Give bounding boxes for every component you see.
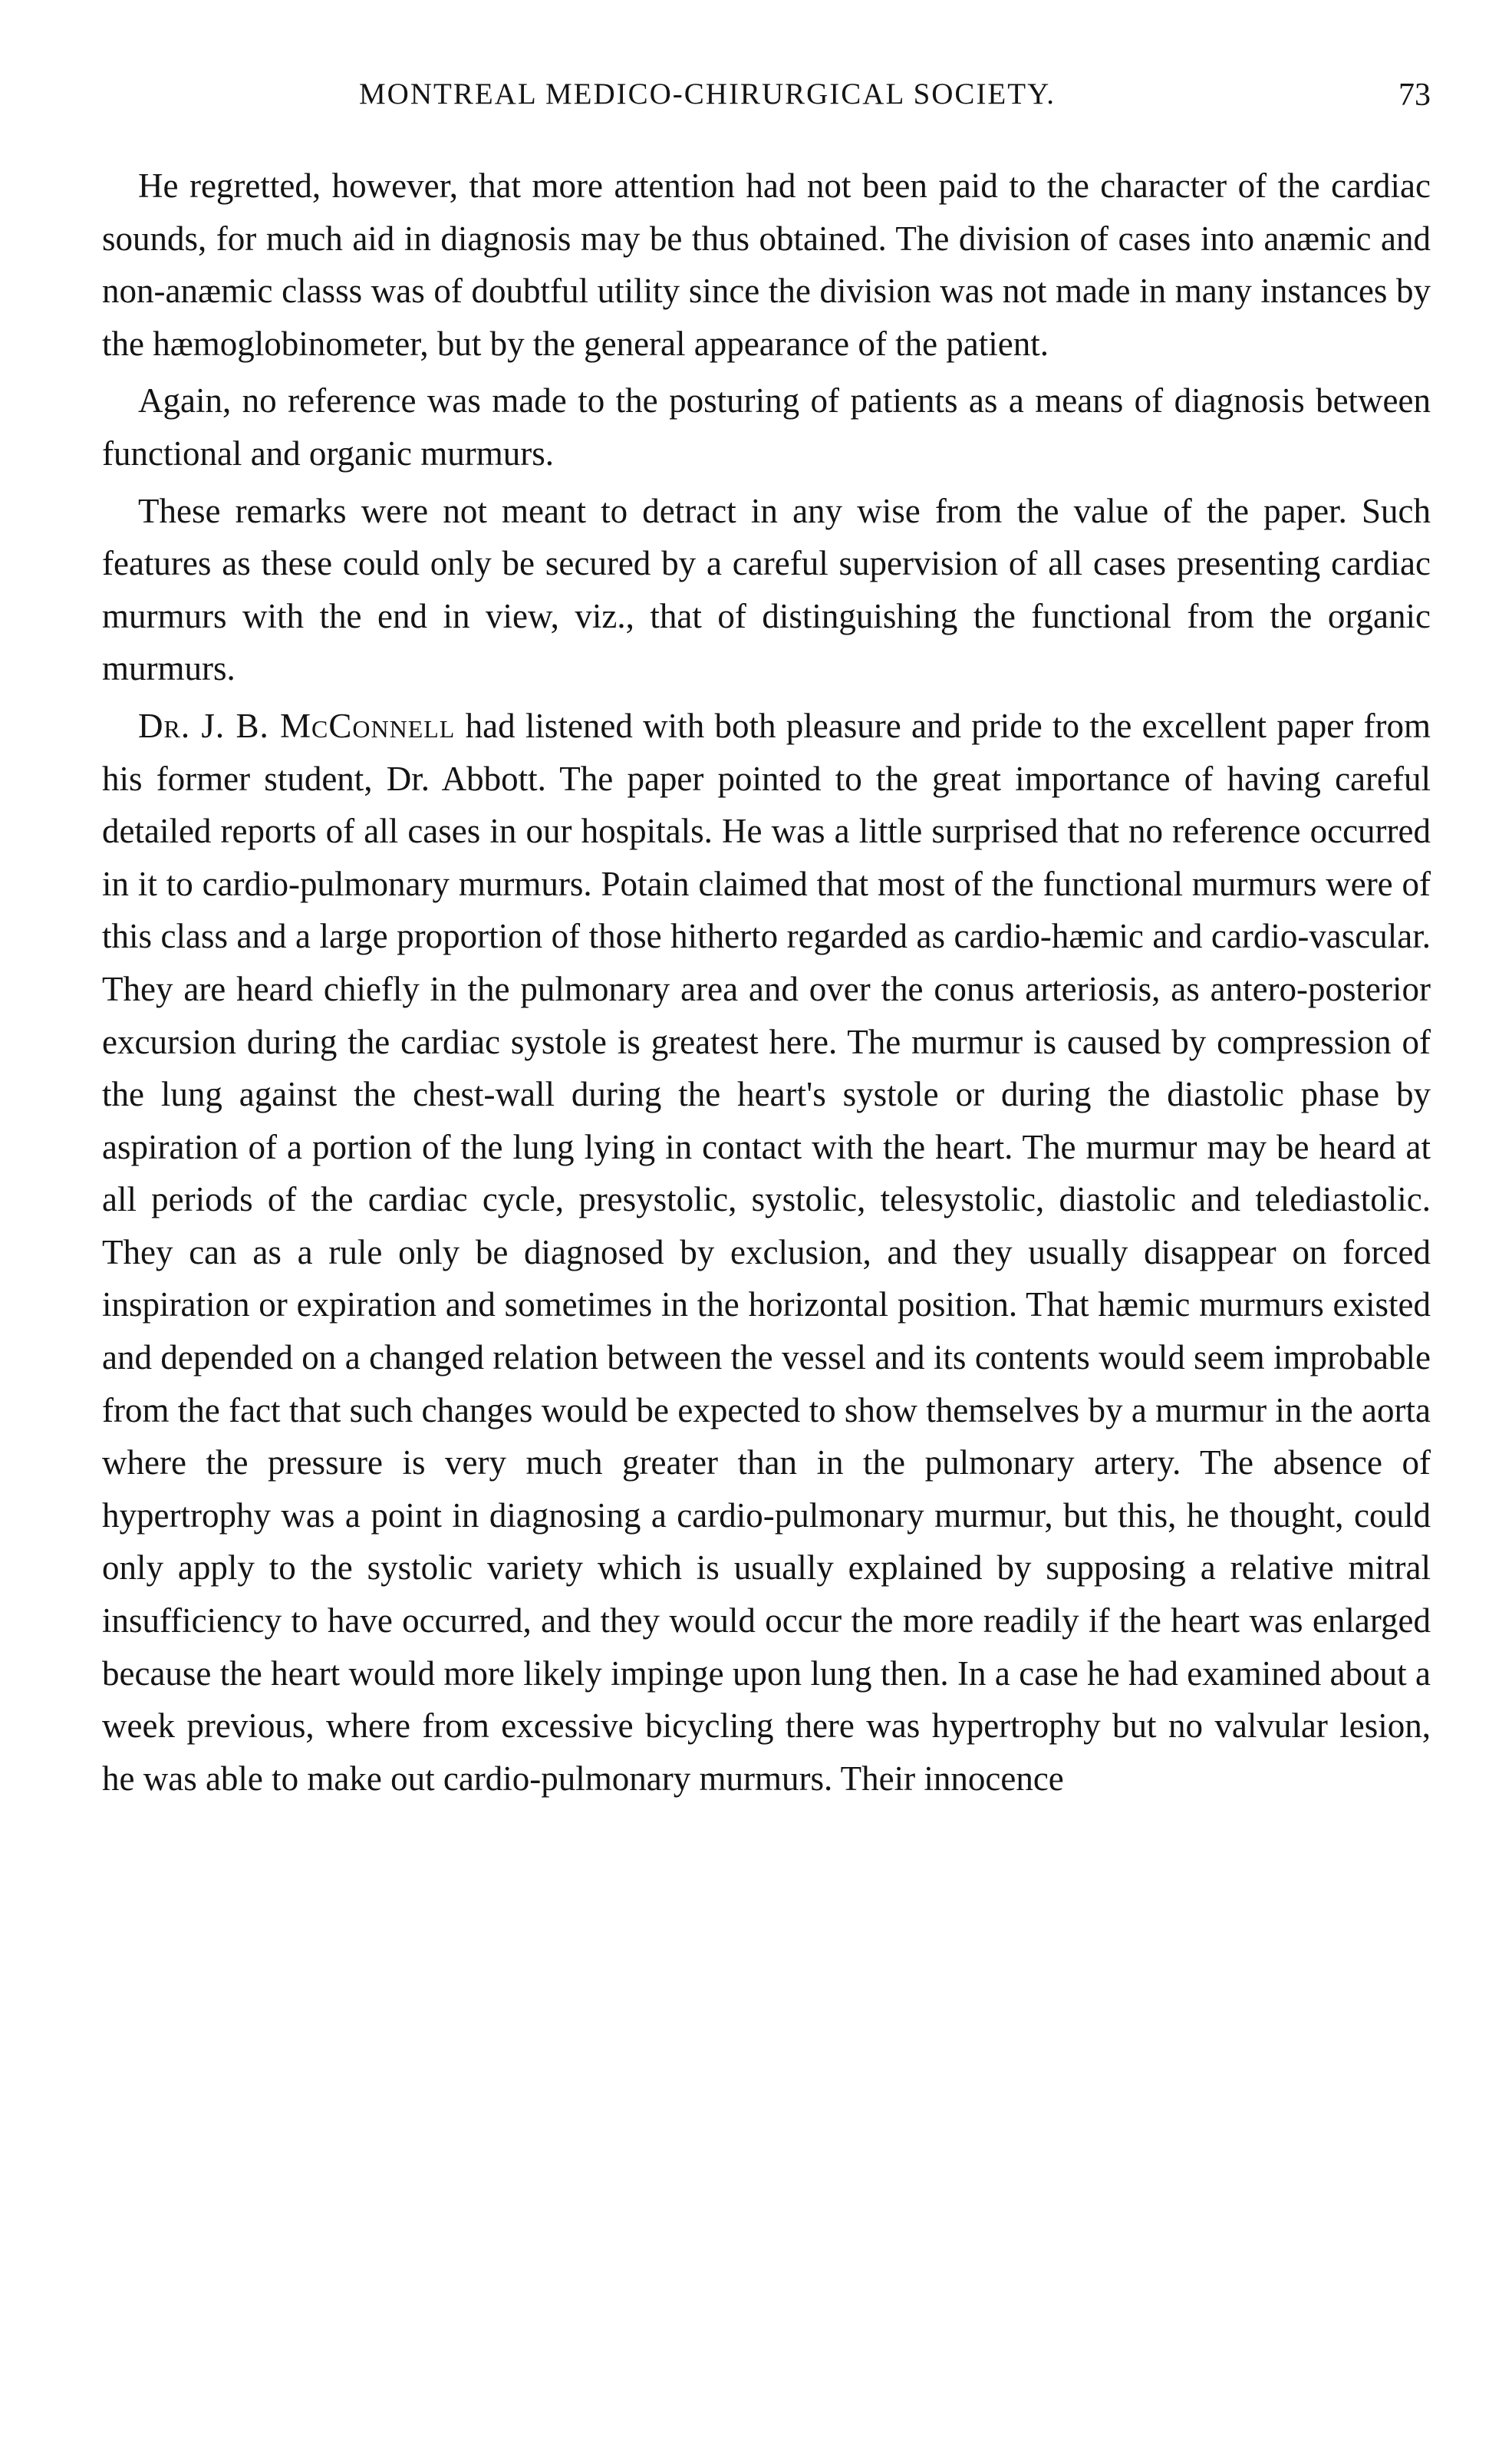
paragraph-text: had listened with both pleasure and pride to the excellent paper from his former student, Dr. Abbott. The paper pointed to the great importance of having careful detailed reports of all cases in our hospitals. He was a little surprised that no reference occurred in it to cardio-pulmonary murmurs. Potain claimed that most of the functional murmurs were of this class and a large proportion of those hitherto regarded as cardio-hæmic and cardio-vascular. They are heard chiefly in the pulmonary area and over the conus arteriosis, as antero-posterior excursion during the cardiac systole is greatest here. The murmur is caused by compression of the lung against the chest-wall during the heart's systole or during the diastolic phase by aspiration of a portion of the lung lying in contact with the heart. The murmur may be heard at all periods of the cardiac cycle, presystolic, systolic, telesystolic, diastolic and telediastolic. They can as a rule only be diagnosed by exclusion, and they usually disappear on forced inspiration or expiration and sometimes in the horizontal position. That hæmic murmurs existed and depended on a changed relation between the vessel and its contents would seem improbable from the fact that such changes would be expected to show themselves by a murmur in the aorta where the pressure is very much greater than in the pulmonary artery. The absence of hypertrophy was a point in diagnosing a cardio-pulmonary murmur, but this, he thought, could only apply to the systolic variety which is usually explained by supposing a relative mitral insufficiency to have occurred, and they would occur the more readily if the heart was enlarged because the heart would more likely impinge upon lung then. In a case he had examined about a week previous, where from excessive bicycling there was hypertrophy but no valvular lesion, he was able to make out cardio-pulmonary murmurs. Their innocence: [102, 706, 1431, 1798]
body-text: [102, 160, 1431, 1805]
speaker-name: Dr. J. B. McConnell: [138, 706, 456, 745]
paragraph-text: He regretted, however, that more attention had not been paid to the character of the cardiac sounds, for much aid in diagnosis may be thus obtained. The division of cases into anæmic and non-anæmic classs was of doubtful utility since the division was not made in many instances by the hæmoglobinometer, but by the general appearance of the patient.: [102, 167, 1431, 363]
paragraph-text: These remarks were not meant to detract in any wise from the value of the paper. Such features as these could only be secured by a careful supervision of all cases presenting cardiac murmurs with the end in view, viz., that of distinguishing the functional from the organic murmurs.: [102, 491, 1431, 688]
document-page: [102, 77, 1431, 1809]
running-title: MONTREAL MEDICO-CHIRURGICAL SOCIETY.: [359, 77, 1056, 110]
paragraph-text: Again, no reference was made to the posturing of patients as a means of diagnosis between functional and organic murmurs.: [102, 381, 1431, 473]
paragraph: [102, 374, 1431, 480]
running-head: [102, 77, 1431, 130]
paragraph: [102, 160, 1431, 370]
page-number: 73: [1398, 77, 1431, 113]
paragraph: [102, 485, 1431, 695]
paragraph: [102, 700, 1431, 1805]
